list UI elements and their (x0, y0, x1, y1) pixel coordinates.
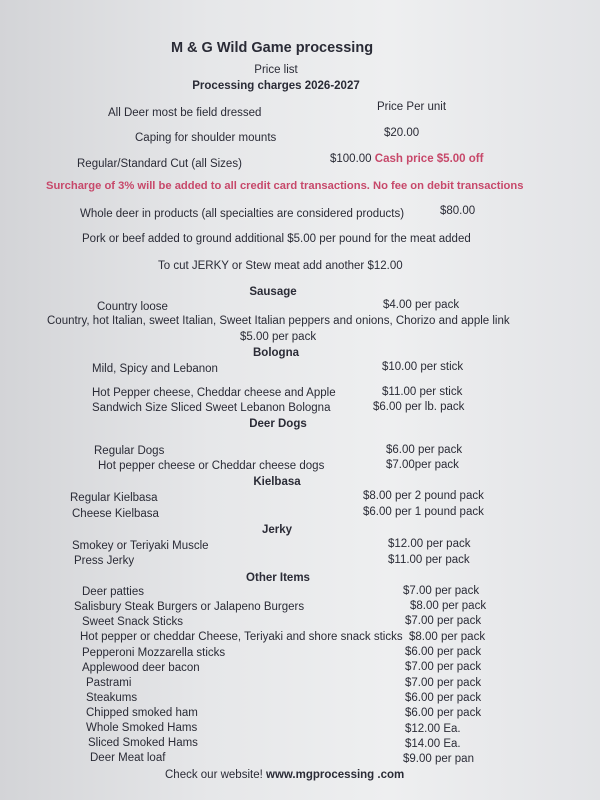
list-item: Sweet Snack Sticks (82, 616, 183, 628)
whole-deer-label: Whole deer in products (all specialties are considered products) (80, 208, 405, 220)
jerky-stew-note: To cut JERKY or Stew meat add another $12.00 (158, 260, 403, 272)
list-item-price: $11.00 per stick (382, 386, 463, 398)
caping-label: Caping for shoulder mounts (135, 132, 277, 144)
list-item-price: $7.00 per pack (403, 585, 480, 597)
list-item-price: $9.00 per pan (403, 753, 474, 765)
list-item: Sandwich Size Sliced Sweet Lebanon Bologna (92, 402, 331, 414)
list-item: Press Jerky (74, 555, 135, 567)
sausage-links-price: $5.00 per pack (240, 331, 317, 343)
regular-cut-price (330, 152, 483, 166)
list-item-price: $14.00 Ea. (405, 738, 461, 750)
list-item: Regular Kielbasa (70, 492, 158, 504)
caping-price: $20.00 (384, 127, 420, 139)
processing-charges-heading: Processing charges 2026-2027 (192, 80, 360, 92)
list-item-price: $10.00 per stick (382, 361, 464, 373)
country-loose-label: Country loose (97, 301, 168, 313)
list-item: Chipped smoked ham (86, 707, 198, 719)
list-item: Cheese Kielbasa (72, 508, 159, 520)
list-item: Salisbury Steak Burgers or Jalapeno Burgers (74, 601, 305, 613)
list-item-price: $6.00 per pack (405, 692, 482, 704)
bologna-heading: Bologna (253, 347, 299, 359)
list-item-price: $6.00 per pack (405, 646, 482, 658)
list-item-price: $7.00per pack (386, 459, 459, 471)
list-item-price: $6.00 per 1 pound pack (363, 506, 484, 518)
list-item: Pastrami (86, 677, 132, 689)
page-subtitle: Price list (254, 64, 298, 76)
country-loose-price: $4.00 per pack (383, 299, 460, 311)
sausage-links-label: Country, hot Italian, sweet Italian, Sweet Italian peppers and onions, Chorizo and apple link (47, 315, 510, 327)
list-item-price: $7.00 per pack (405, 677, 482, 689)
regular-cut-price-value: $100.00 (330, 153, 372, 165)
list-item-price: $12.00 Ea. (405, 723, 461, 735)
list-item: Applewood deer bacon (82, 662, 200, 674)
jerky-heading: Jerky (261, 524, 293, 536)
website-footer (165, 768, 404, 782)
credit-card-surcharge: Surcharge of 3% will be added to all credit card transactions. No fee on debit transactions (46, 180, 524, 192)
regular-cut-label: Regular/Standard Cut (all Sizes) (77, 158, 242, 170)
list-item-price: $7.00 per pack (405, 615, 482, 627)
list-item: Smokey or Teriyaki Muscle (72, 540, 209, 552)
cash-price-discount: Cash price $5.00 off (374, 153, 484, 165)
pork-beef-note: Pork or beef added to ground additional $5.00 per pound for the meat added (82, 233, 471, 245)
whole-deer-price: $80.00 (440, 205, 476, 217)
list-item: Deer patties (82, 586, 145, 598)
list-item: Mild, Spicy and Lebanon (92, 363, 218, 375)
list-item: Hot Pepper cheese, Cheddar cheese and Apple (92, 387, 336, 399)
list-item-price: $8.00 per pack (409, 631, 486, 643)
list-item: Sliced Smoked Hams (88, 737, 198, 749)
list-item-price: $6.00 per pack (405, 707, 482, 719)
sausage-heading: Sausage (249, 286, 297, 298)
list-item: Hot pepper or cheddar Cheese, Teriyaki and shore snack sticks (80, 631, 403, 643)
website-prefix: Check our website! (165, 769, 263, 781)
list-item-price: $12.00 per pack (388, 538, 471, 550)
price-per-unit-heading: Price Per unit (377, 101, 447, 113)
deer-dogs-heading: Deer Dogs (249, 418, 307, 430)
other-items-heading: Other Items (246, 572, 310, 584)
field-dressed-note: All Deer most be field dressed (108, 107, 262, 119)
list-item: Steakums (86, 692, 138, 704)
list-item: Hot pepper cheese or Cheddar cheese dogs (98, 460, 325, 472)
list-item-price: $6.00 per lb. pack (373, 401, 465, 413)
list-item-price: $8.00 per 2 pound pack (363, 490, 484, 502)
list-item: Regular Dogs (94, 445, 165, 457)
list-item-price: $7.00 per pack (405, 661, 482, 673)
kielbasa-heading: Kielbasa (253, 476, 301, 488)
website-link[interactable]: www.mgprocessing .com (266, 769, 405, 781)
list-item: Pepperoni Mozzarella sticks (82, 647, 226, 659)
list-item: Deer Meat loaf (90, 752, 166, 764)
list-item-price: $8.00 per pack (410, 600, 487, 612)
page-title: M & G Wild Game processing (170, 40, 374, 56)
list-item-price: $11.00 per pack (388, 554, 470, 566)
list-item-price: $6.00 per pack (386, 444, 463, 456)
list-item: Whole Smoked Hams (86, 722, 198, 734)
